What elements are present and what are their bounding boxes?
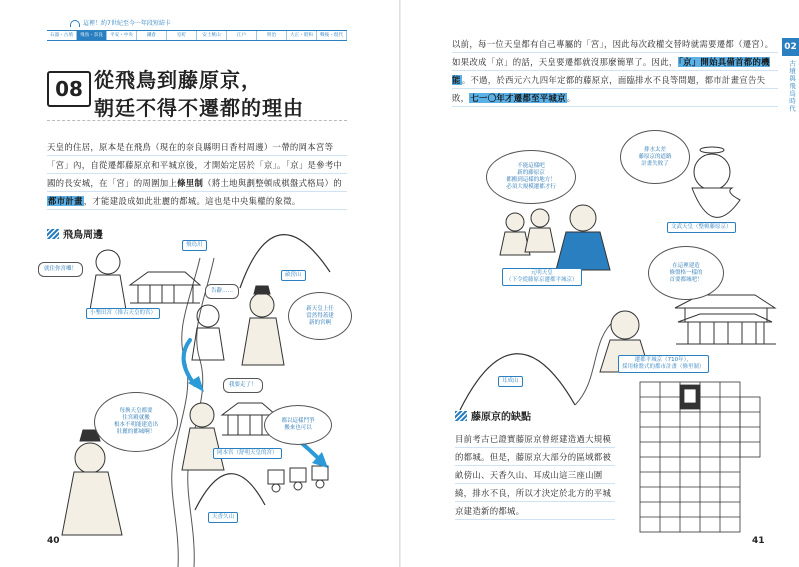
character-genmei (556, 205, 610, 270)
timeline-banner: 這裡！約7世紀至今一年段短結卡 (70, 18, 190, 30)
era-nav-item: 鎌倉 (137, 31, 167, 40)
speech-bubble-6: 都以這樣鬥爭 搬來也可以 (264, 405, 332, 445)
chapter-side-tab-text: 古墳與飛鳥時代 (788, 60, 796, 113)
label-monmu: 文武天皇（整頓藤原京） (667, 222, 736, 233)
keyword-jori: 條里制 (177, 178, 204, 188)
speech-bubble-right-3: 在這裡建造 條盤格一樣的 首要都城吧！ (648, 246, 724, 300)
label-asuka-river: 飛鳥川 (182, 240, 207, 251)
character-bearded-official (182, 403, 224, 470)
amanokagu-mountain (195, 474, 265, 510)
speech-bubble-5: 每換天皇都要 住宮殿就搬 根本不明能建造出 壯麗的都城啊！ (94, 392, 178, 452)
speech-bubble-right-1: 不能這樣吧 新的藤原京 都搬到這樣的地方！ 必須大規模遷都才行 (486, 150, 576, 204)
speech-bubble-1: 就住你宮囉！ (38, 262, 83, 277)
chapter-title-line-1: 從飛鳥到藤原京， (94, 68, 262, 92)
speech-bubble-2: 告辭…… (205, 284, 239, 299)
label-miminashi: 耳成山 (498, 376, 523, 387)
label-amanokagu: 天香久山 (208, 512, 238, 523)
speech-bubble-3: 新天皇上任 當然得蓋建 新的宮啊 (288, 292, 352, 340)
hatch-icon (455, 411, 467, 421)
label-oharida-palace: 小墾田宮（推古天皇的宮） (86, 308, 160, 319)
label-genmei: 元明天皇 （下令從藤原京遷都平城京） (502, 268, 582, 286)
left-body-paragraph: 天皇的住居，原本是在飛鳥（現在的奈良縣明日香村周邊）一帶的岡本宮等「宮」內，自從遷都藤原京和平城京後，才開始定居於「京」。「京」是參考中國的長安城，在「宮」的周圍加上條里制（將土地與劃整頓成棋盤式格局）的都市計畫，才能建設成如此壯麗的都城。這也是中央集權的象徵。 (47, 138, 347, 210)
chapter-side-tab: 02 (782, 38, 799, 56)
era-nav-item: 大正・昭和 (287, 31, 317, 40)
keyword-city-planning: 都市計畫 (48, 196, 83, 206)
label-unebi: 畝傍山 (281, 270, 306, 281)
page-number-right: 41 (752, 536, 765, 546)
label-heijo: 遷都平城京（710年）， 採用條盤式的都市計畫（條里制） (618, 355, 709, 373)
label-okamoto-palace: 岡本宮（舒明天皇的宮） (213, 448, 282, 459)
keyword-heijo-710: 七一〇年才遷都至平城京 (470, 93, 566, 103)
character-monmu-ghost (692, 147, 740, 217)
era-nav-item: 室町 (167, 31, 197, 40)
keyword-kyo-capital: 「京」開始具備首都的機能 (452, 57, 770, 85)
era-nav-item: 安土桃山 (197, 31, 227, 40)
oharida-palace-drawing (130, 272, 200, 303)
heijo-palace-drawing (675, 295, 776, 344)
chapter-title-line-2: 朝廷不得不遷都的理由 (94, 96, 304, 120)
speech-bubble-right-2: 排水太差 藤原京的道路 計畫失敗了 (620, 130, 690, 184)
right-body-paragraph: 以前，每一位天皇都有自己專屬的「宮」，因此每次政權交替時就需要遷都（遷宮）。如果改成「京」的話，天皇要遷都就沒那麼簡單了。因此，「京」開始具備首都的機能。不過，於西元六九四年定都的藤原京，面臨排水不良等問題，都市計畫宣告失敗，七一〇年才遷都至平城京。 (452, 35, 778, 107)
heijo-grid-map (640, 382, 760, 532)
speech-bubble-4: 我要走了！ (223, 378, 263, 393)
section-heading-asuka: 飛鳥周邊 (47, 226, 103, 241)
era-nav-item: 江戶 (227, 31, 257, 40)
section2-body: 目前考古已證實藤原京曾經建造過大規模的都城。但是，藤原京大部分的區域都被畝傍山、天香久山、耳成山這三座山圍繞，排水不良，所以才決定於北方的平城京建造新的都城。 (455, 430, 615, 520)
era-nav-item: 戰後・現代 (317, 31, 347, 40)
era-nav-item: 明治 (257, 31, 287, 40)
character-prince-left (90, 250, 126, 310)
character-followers (500, 209, 555, 255)
page-number-left: 40 (47, 536, 60, 546)
era-nav-item-active: 飛鳥・奈良 (77, 31, 107, 40)
move-arrow-1 (184, 340, 195, 385)
section-heading-fujiwara: 藤原京的缺點 (455, 408, 531, 423)
ox-carts-drawing (268, 466, 328, 492)
era-nav-item: 平安・中央 (107, 31, 137, 40)
character-emperor-center (242, 286, 284, 365)
character-noble-center (192, 305, 224, 360)
era-nav-item: 石器・古墳 (47, 31, 77, 40)
chapter-number: 08 (47, 71, 91, 107)
